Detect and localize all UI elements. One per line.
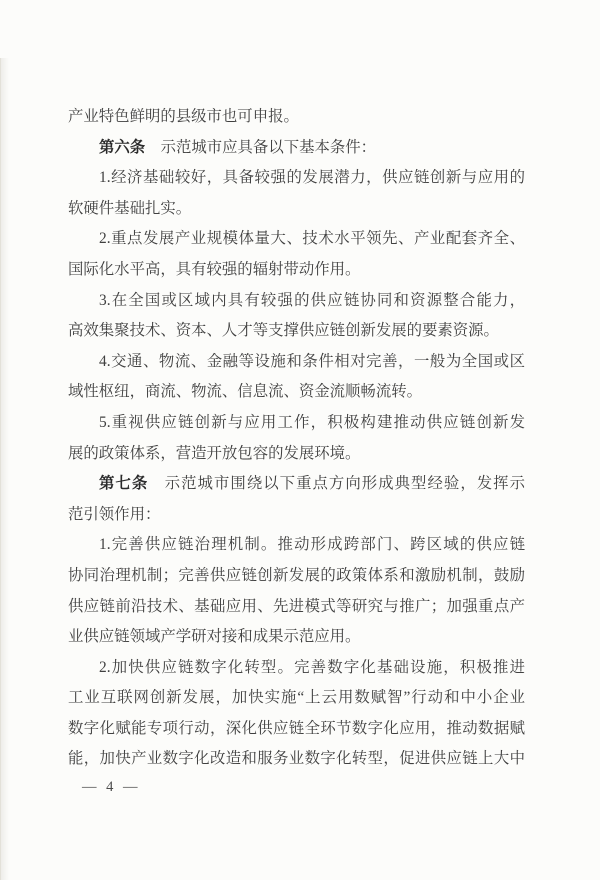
text-line: 2.加快供应链数字化转型。完善数字化基础设施，积极推进 xyxy=(99,658,525,676)
text-line: 范引领作用： xyxy=(68,505,161,523)
text-line: 数字化赋能专项行动，深化供应链全环节数字化应用，推动数据赋 xyxy=(68,719,525,737)
text-line: 工业互联网创新发展，加快实施“上云用数赋智”行动和中小企业 xyxy=(68,689,525,707)
text-line: 业供应链领域产学研对接和成果示范应用。 xyxy=(68,628,361,646)
text-line: 3.在全国或区域内具有较强的供应链协同和资源整合能力， xyxy=(99,291,525,309)
article-number: 第七条 xyxy=(99,475,149,493)
text-line: 展的政策体系，营造开放包容的发展环境。 xyxy=(68,444,361,462)
text-line: 供应链前沿技术、基础应用、先进模式等研究与推广；加强重点产 xyxy=(68,597,525,615)
text-line: 协同治理机制；完善供应链创新发展的政策体系和激励机制，鼓励 xyxy=(68,566,525,584)
scanned-page-edge xyxy=(0,58,11,880)
text-line: 1.经济基础较好，具备较强的发展潜力，供应链创新与应用的 xyxy=(99,169,525,187)
article-heading-text: 示范城市围绕以下重点方向形成典型经验，发挥示 xyxy=(148,475,525,493)
page-number: — 4 — xyxy=(82,779,141,795)
text-line: 域性枢纽，商流、物流、信息流、资金流顺畅流转。 xyxy=(68,383,422,401)
text-line: 2.重点发展产业规模体量大、技术水平领先、产业配套齐全、 xyxy=(99,230,525,248)
text-line: 4.交通、物流、金融等设施和条件相对完善，一般为全国或区 xyxy=(99,352,525,370)
document-body xyxy=(68,102,525,775)
text-line: 1.完善供应链治理机制。推动形成跨部门、跨区域的供应链 xyxy=(99,536,525,554)
text-line: 软硬件基础扎实。 xyxy=(68,199,192,217)
article-number: 第六条 xyxy=(99,138,146,156)
text-line: 国际化水平高，具有较强的辐射带动作用。 xyxy=(68,260,361,278)
article-heading-line xyxy=(68,469,525,500)
text-line: 5.重视供应链创新与应用工作，积极构建推动供应链创新发 xyxy=(99,413,525,431)
text-line: 高效集聚技术、资本、人才等支撑供应链创新发展的要素资源。 xyxy=(68,322,499,340)
text-line: 产业特色鲜明的县级市也可申报。 xyxy=(68,108,299,125)
article-heading-line xyxy=(68,133,525,164)
text-line: 能，加快产业数字化改造和服务业数字化转型，促进供应链上大中 xyxy=(68,750,525,768)
article-heading-text: 示范城市应具备以下基本条件： xyxy=(145,138,377,156)
